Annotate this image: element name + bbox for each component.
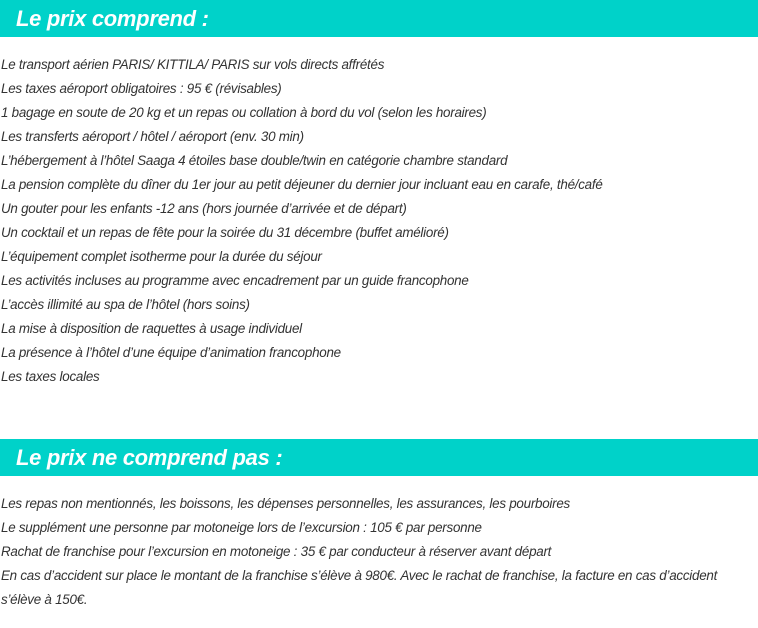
included-header bbox=[0, 0, 758, 37]
list-item: Le supplément une personne par motoneige lors de l’excursion : 105 € par personne bbox=[1, 520, 482, 535]
list-item: Le transport aérien PARIS/ KITTILA/ PARIS sur vols directs affrétés bbox=[1, 57, 385, 72]
list-item: L’accès illimité au spa de l’hôtel (hors soins) bbox=[1, 297, 250, 312]
included-title: Le prix comprend : bbox=[16, 6, 209, 31]
list-item: Les taxes aéroport obligatoires : 95 € (révisables) bbox=[1, 81, 282, 96]
list-item: La mise à disposition de raquettes à usage individuel bbox=[1, 321, 302, 336]
list-item: La présence à l’hôtel d’une équipe d’animation francophone bbox=[1, 345, 341, 360]
list-item: Les transferts aéroport / hôtel / aéroport (env. 30 min) bbox=[1, 129, 304, 144]
list-item: L’hébergement à l’hôtel Saaga 4 étoiles base double/twin en catégorie chambre standard bbox=[1, 153, 508, 168]
list-item: Un cocktail et un repas de fête pour la soirée du 31 décembre (buffet amélioré) bbox=[1, 225, 449, 240]
excluded-header bbox=[0, 439, 758, 476]
list-item: Les repas non mentionnés, les boissons, les dépenses personnelles, les assurances, les pourboires bbox=[1, 496, 571, 511]
list-item: Les taxes locales bbox=[1, 369, 100, 384]
excluded-list bbox=[1, 492, 741, 612]
excluded-title: Le prix ne comprend pas : bbox=[16, 445, 283, 470]
list-item: Rachat de franchise pour l’excursion en motoneige : 35 € par conducteur à réserver avant départ bbox=[1, 544, 552, 559]
list-item: Les activités incluses au programme avec encadrement par un guide francophone bbox=[1, 273, 469, 288]
list-item: En cas d’accident sur place le montant de la franchise s’élève à 980€. Avec le rachat de franchise, la facture en cas d’accident s’élève à 150€. bbox=[1, 568, 718, 607]
list-item: Un gouter pour les enfants -12 ans (hors journée d’arrivée et de départ) bbox=[1, 201, 407, 216]
list-item: 1 bagage en soute de 20 kg et un repas ou collation à bord du vol (selon les horaires) bbox=[1, 105, 487, 120]
list-item: La pension complète du dîner du 1er jour au petit déjeuner du dernier jour incluant eau en carafe, thé/café bbox=[1, 177, 603, 192]
list-item: L’équipement complet isotherme pour la durée du séjour bbox=[1, 249, 322, 264]
included-list bbox=[1, 53, 741, 389]
